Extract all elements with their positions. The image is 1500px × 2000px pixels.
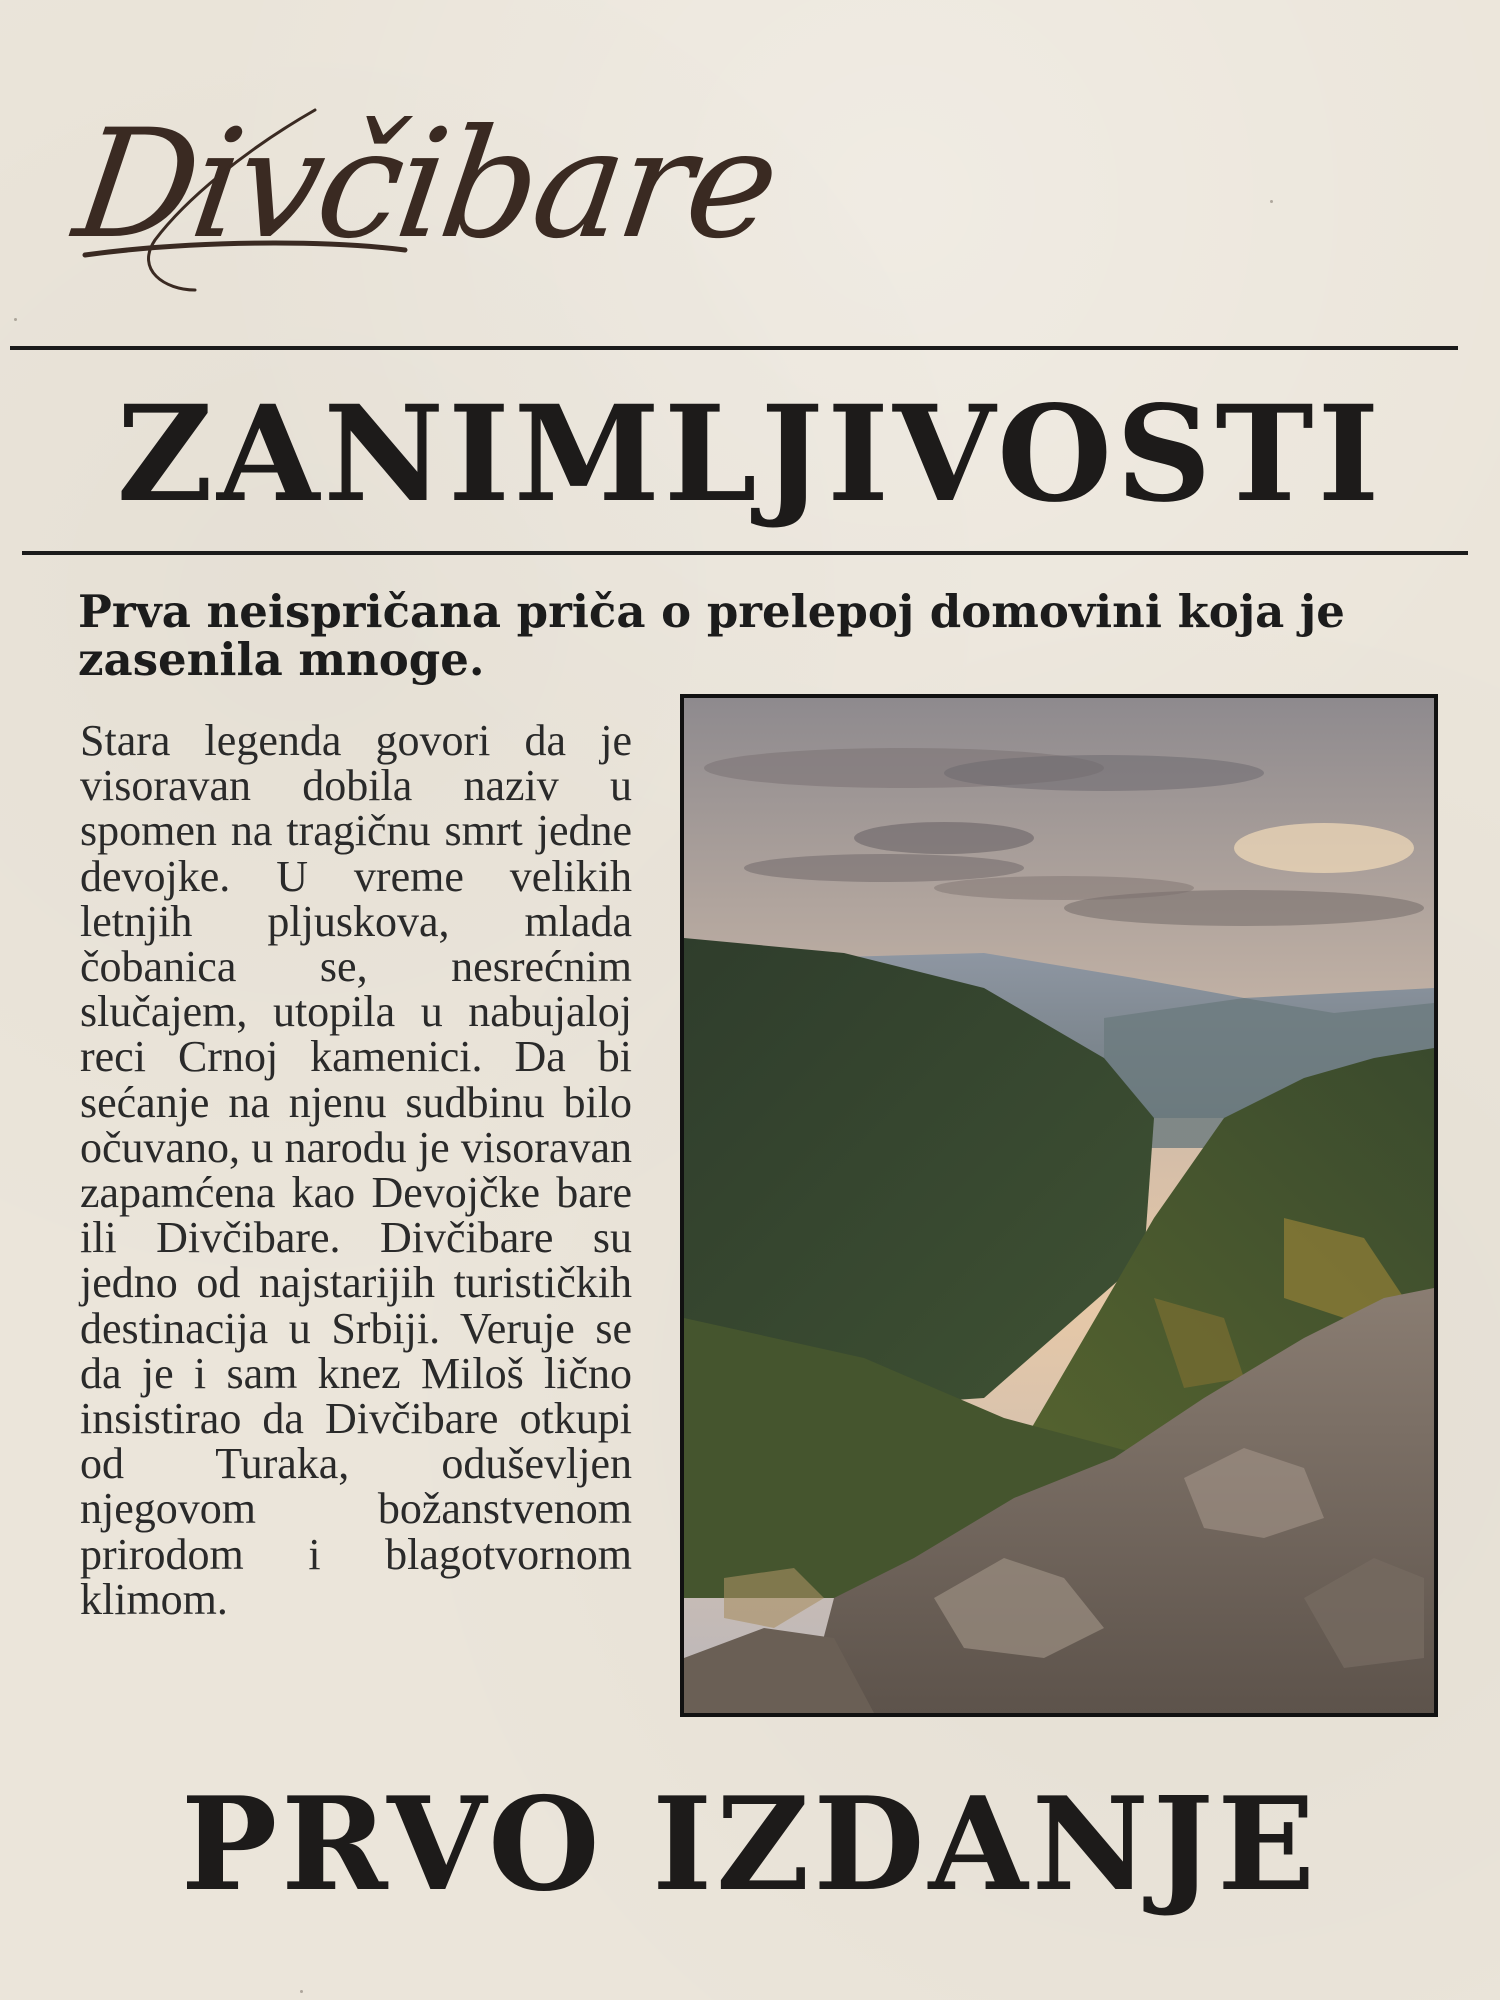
bottom-rule: [22, 551, 1468, 555]
paper-speck: [14, 318, 17, 321]
landscape-photo: [680, 694, 1438, 1717]
edition-title: PRVO IZDANJE: [181, 1770, 1319, 1920]
article-body: Stara legenda govori da je visoravan dobila naziv u spomen na tragičnu smrt jedne devojke. U vreme velikih letnjih pljuskova, mlada čobanica se, nesrećnim slučajem, utopila u nabujaloj reci Crnoj kamenici. Da bi sećanje na njenu sudbinu bilo očuvano, u narodu je visoravan zapamćena kao Devojčke bare ili Divčibare. Divčibare su jedno od najstarijih turističkih destinacija u Srbiji. Veruje se da je i sam knez Miloš lično insistirao da Divčibare otkupi od Turaka, oduševljen njegovom božanstvenom prirodom i blagotvornom klimom.: [80, 716, 632, 1624]
brand-logo: Divčibare: [65, 98, 786, 272]
section-title: ZANIMLJIVOSTI: [116, 377, 1384, 532]
landscape-illustration: [684, 698, 1434, 1713]
article-headline: Prva neispričana priča o prelepoj domovini koja je zasenila mnoge.: [78, 585, 1345, 686]
paper-speck: [1270, 200, 1273, 203]
top-rule: [10, 346, 1458, 350]
paper-speck: [300, 1990, 303, 1993]
